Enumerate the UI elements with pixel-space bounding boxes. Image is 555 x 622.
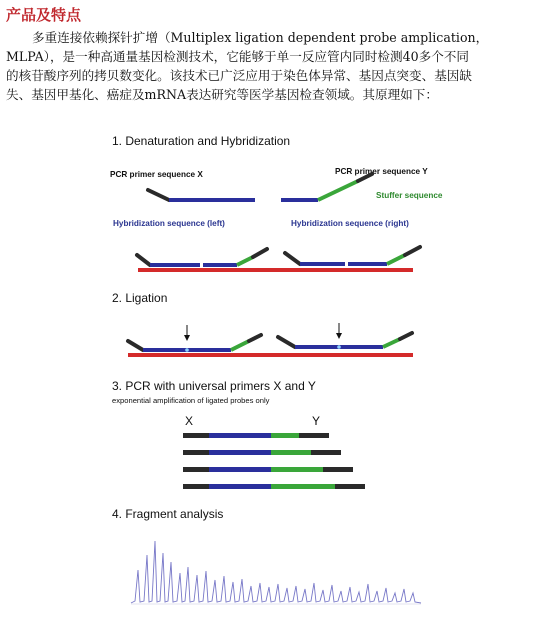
- paragraph-line-4: 失、基因甲基化、癌症及mRNA表达研究等医学基因检查领域。其原理如下：: [6, 87, 438, 102]
- step3-subtitle: exponential amplification of ligated probes only: [112, 396, 270, 405]
- primer-y-label: PCR primer sequence Y: [335, 167, 428, 176]
- right-probe-free: [281, 174, 372, 200]
- ligation-arrow-1: [184, 325, 190, 341]
- ligation-arrow-2: [336, 323, 342, 339]
- step3-title: 3. PCR with universal primers X and Y: [112, 379, 316, 393]
- probe-pair-1: [137, 249, 267, 265]
- electropherogram: [131, 541, 421, 604]
- step4-title: 4. Fragment analysis: [112, 507, 224, 521]
- amplicon-2: [183, 450, 341, 455]
- hyb-left-label: Hybridization sequence (left): [113, 219, 225, 228]
- amplicon-1: [183, 433, 329, 438]
- paragraph-line-3: 的核苷酸序列的拷贝数变化。该技术已广泛应用于染色体异常、基因点突变、基因缺: [6, 68, 472, 83]
- primer-x-label: PCR primer sequence X: [110, 170, 203, 179]
- step1-title: 1. Denaturation and Hybridization: [112, 134, 291, 148]
- amplicon-4: [183, 484, 365, 489]
- stuffer-label: Stuffer sequence: [376, 191, 443, 200]
- section-heading: 产品及特点: [6, 6, 82, 24]
- primer-x-marker: X: [185, 414, 194, 428]
- ligated-probe-2: [278, 333, 412, 349]
- paragraph-line-2: MLPA），是一种高通量基因检测技术，它能够于单一反应管内同时检测40多个不同: [6, 49, 469, 64]
- ligated-probe-1: [128, 335, 261, 352]
- intro-paragraph: [6, 28, 548, 104]
- mlpa-diagram: [95, 125, 455, 622]
- step2-title: 2. Ligation: [112, 291, 168, 305]
- paragraph-line-1: 多重连接依赖探针扩增（Multiplex ligation dependent probe amplication，: [32, 30, 489, 45]
- primer-y-marker: Y: [312, 414, 321, 428]
- hyb-right-label: Hybridization sequence (right): [291, 219, 409, 228]
- probe-pair-2: [285, 247, 420, 264]
- mlpa-principle-figure: [95, 125, 455, 622]
- amplicon-3: [183, 467, 353, 472]
- left-probe-free: [148, 190, 255, 200]
